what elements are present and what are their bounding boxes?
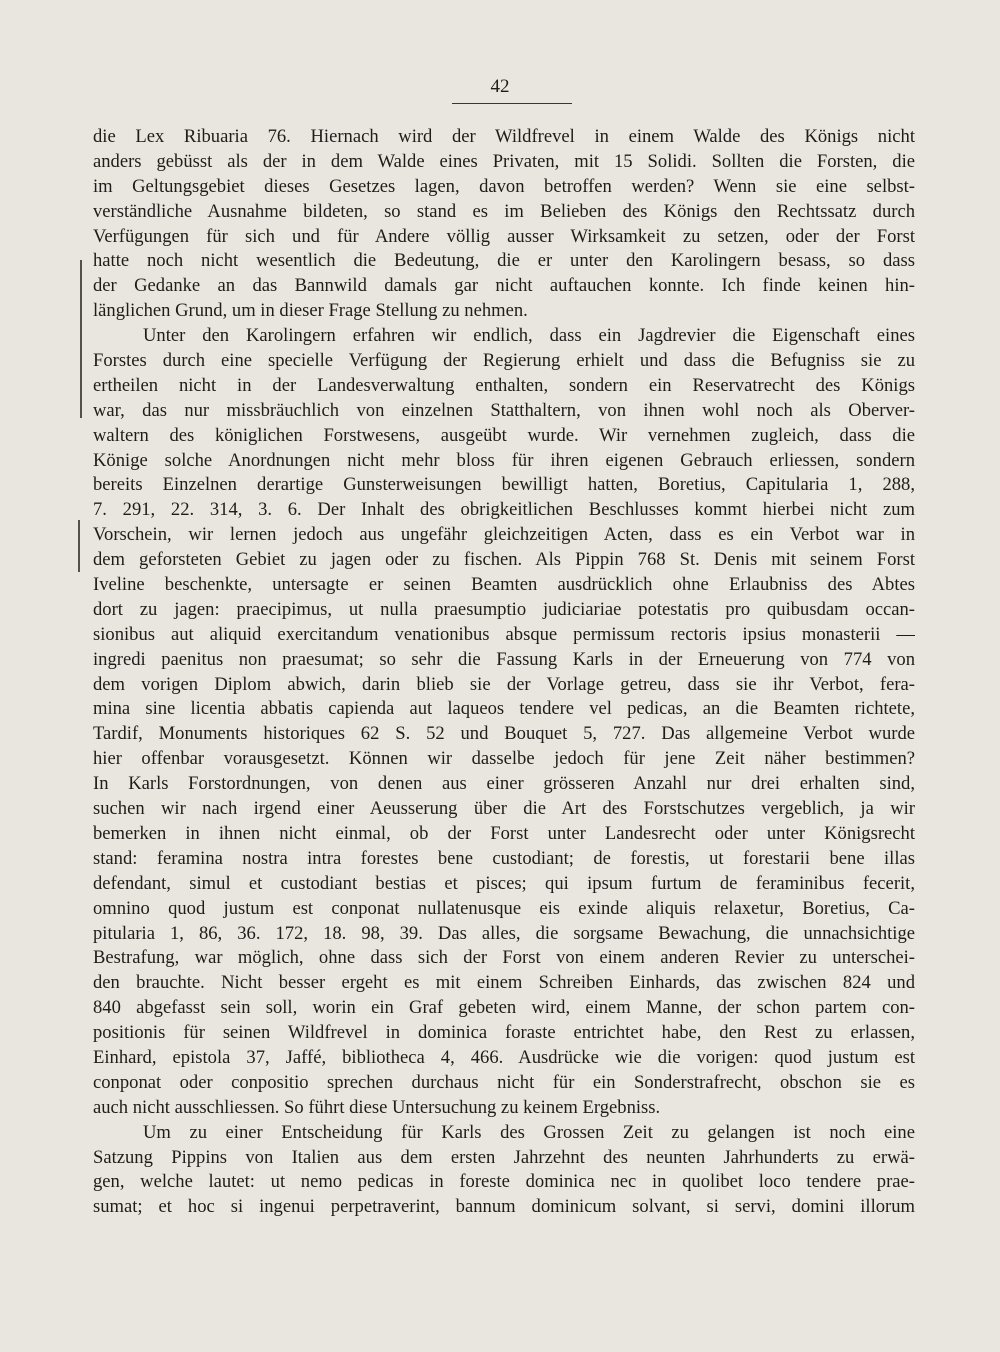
text-line: der Gedanke an das Bannwild damals gar nicht auftauchen konnte. Ich finde keinen hin- bbox=[93, 275, 915, 297]
text-line: In Karls Forstordnungen, von denen aus einer grösseren Anzahl nur drei erhalten sind, bbox=[93, 773, 915, 795]
text-line: dem geforsteten Gebiet zu jagen oder zu fischen. Als Pippin 768 St. Denis mit seinem Forst bbox=[93, 549, 915, 571]
margin-mark bbox=[78, 520, 80, 572]
text-line: defendant, simul et custodiant bestias et pisces; qui ipsum furtum de feraminibus fecerit, bbox=[93, 872, 915, 894]
text-line: sionibus aut aliquid exercitandum venationibus absque permissum rectoris ipsius monasterii — bbox=[93, 623, 915, 645]
text-line: Bestrafung, war möglich, ohne dass sich der Forst von einem anderen Revier zu unterschei- bbox=[93, 947, 915, 969]
header-rule bbox=[452, 103, 572, 104]
text-line: den brauchte. Nicht besser ergeht es mit einem Schreiben Einhards, das zwischen 824 und bbox=[93, 972, 915, 994]
text-line: ingredi paenitus non praesumat; so sehr die Fassung Karls in der Erneuerung von 774 von bbox=[93, 648, 915, 670]
text-line: hier offenbar vorausgesetzt. Können wir dasselbe jedoch für jene Zeit näher bestimmen? bbox=[93, 748, 915, 770]
text-line: Iveline beschenkte, untersagte er seinen Beamten ausdrücklich ohne Erlaubniss des Abtes bbox=[93, 574, 915, 596]
text-line: Forstes durch eine specielle Verfügung der Regierung erhielt und dass die Befugniss sie zu bbox=[93, 350, 915, 372]
text-line: sumat; et hoc si ingenui perpetraverint, bannum dominicum solvant, si servi, domini illorum bbox=[93, 1196, 915, 1218]
text-line: omnino quod justum est conponat nullatenusque eis exinde aliquis relaxetur, Boretius, Ca- bbox=[93, 897, 915, 919]
text-line: Um zu einer Entscheidung für Karls des Grossen Zeit zu gelangen ist noch eine bbox=[143, 1121, 915, 1143]
text-line: conponat oder conpositio sprechen durchaus nicht für ein Sonderstrafrecht, obschon sie es bbox=[93, 1071, 915, 1093]
text-line: bereits Einzelnen derartige Gunsterweisungen bewilligt hatten, Boretius, Capitularia 1, 288, bbox=[93, 474, 915, 496]
text-line: auch nicht ausschliessen. So führt diese Untersuchung zu keinem Ergebniss. bbox=[93, 1096, 661, 1118]
text-line: dem vorigen Diplom abwich, darin blieb sie der Vorlage getreu, dass sie ihr Verbot, fera- bbox=[93, 673, 915, 695]
text-line: stand: feramina nostra intra forestes bene custodiant; de forestis, ut forestarii bene illas bbox=[93, 847, 915, 869]
text-line: Verfügungen für sich und für Andere völlig ausser Wirksamkeit zu setzen, oder der Forst bbox=[93, 225, 915, 247]
text-line: positionis für seinen Wildfrevel in dominica foraste entrichtet habe, den Rest zu erlassen, bbox=[93, 1022, 915, 1044]
text-line: bemerken in ihnen nicht einmal, ob der Forst unter Landesrecht oder unter Königsrecht bbox=[93, 822, 915, 844]
text-line: Tardif, Monuments historiques 62 S. 52 und Bouquet 5, 727. Das allgemeine Verbot wurde bbox=[93, 723, 915, 745]
page-number: 42 bbox=[490, 76, 510, 97]
text-line: pitularia 1, 86, 36. 172, 18. 98, 39. Das alles, die sorgsame Bewachung, die unnachsichtige bbox=[93, 922, 915, 944]
text-line: Einhard, epistola 37, Jaffé, bibliotheca 4, 466. Ausdrücke wie die vorigen: quod justum est bbox=[93, 1046, 915, 1068]
text-line: mina sine licentia abbatis capienda aut laqueos tendere vel pedicas, an die Beamten richtete, bbox=[93, 698, 915, 720]
text-line: war, das nur missbräuchlich von einzelnen Statthaltern, von ihnen wohl noch als Oberver- bbox=[93, 399, 915, 421]
body-text bbox=[93, 125, 915, 1220]
text-line: verständliche Ausnahme bildeten, so stand es im Belieben des Königs den Rechtssatz durch bbox=[93, 200, 915, 222]
text-line: Vorschein, wir lernen jedoch aus ungefähr gleichzeitigen Acten, dass es ein Verbot war in bbox=[93, 524, 915, 546]
text-line: Satzung Pippins von Italien aus dem ersten Jahrzehnt des neunten Jahrhunderts zu erwä- bbox=[93, 1146, 915, 1168]
text-line: länglichen Grund, um in dieser Frage Stellung zu nehmen. bbox=[93, 300, 528, 322]
text-line: die Lex Ribuaria 76. Hiernach wird der Wildfrevel in einem Walde des Königs nicht bbox=[93, 126, 915, 147]
text-line: waltern des königlichen Forstwesens, ausgeübt wurde. Wir vernehmen zugleich, dass die bbox=[93, 424, 915, 446]
text-line: ertheilen nicht in der Landesverwaltung enthalten, sondern ein Reservatrecht des Königs bbox=[93, 374, 915, 396]
text-line: Könige solche Anordnungen nicht mehr bloss für ihren eigenen Gebrauch erliessen, sondern bbox=[93, 449, 915, 471]
text-line: 7. 291, 22. 314, 3. 6. Der Inhalt des obrigkeitlichen Beschlusses kommt hierbei nicht zum bbox=[93, 499, 915, 521]
text-line: suchen wir nach irgend einer Aeusserung über die Art des Forstschutzes vergeblich, ja wir bbox=[93, 798, 915, 820]
text-line: gen, welche lautet: ut nemo pedicas in foreste dominica nec in quolibet loco tendere prae- bbox=[93, 1171, 915, 1193]
text-line: anders gebüsst als der in dem Walde eines Privaten, mit 15 Solidi. Sollten die Forsten, die bbox=[93, 150, 915, 172]
text-line: 840 abgefasst sein soll, worin ein Graf gebeten wird, einem Manne, der schon partem con- bbox=[93, 997, 915, 1019]
text-line: hatte noch nicht wesentlich die Bedeutung, die er unter den Karolingern besass, so dass bbox=[93, 250, 915, 272]
text-line: Unter den Karolingern erfahren wir endlich, dass ein Jagdrevier die Eigenschaft eines bbox=[143, 325, 915, 347]
text-line: im Geltungsgebiet dieses Gesetzes lagen, davon betroffen werden? Wenn sie eine selbst- bbox=[93, 175, 915, 197]
margin-mark bbox=[80, 260, 82, 418]
text-line: dort zu jagen: praecipimus, ut nulla praesumptio judiciariae potestatis pro quibusdam occan- bbox=[93, 598, 915, 620]
